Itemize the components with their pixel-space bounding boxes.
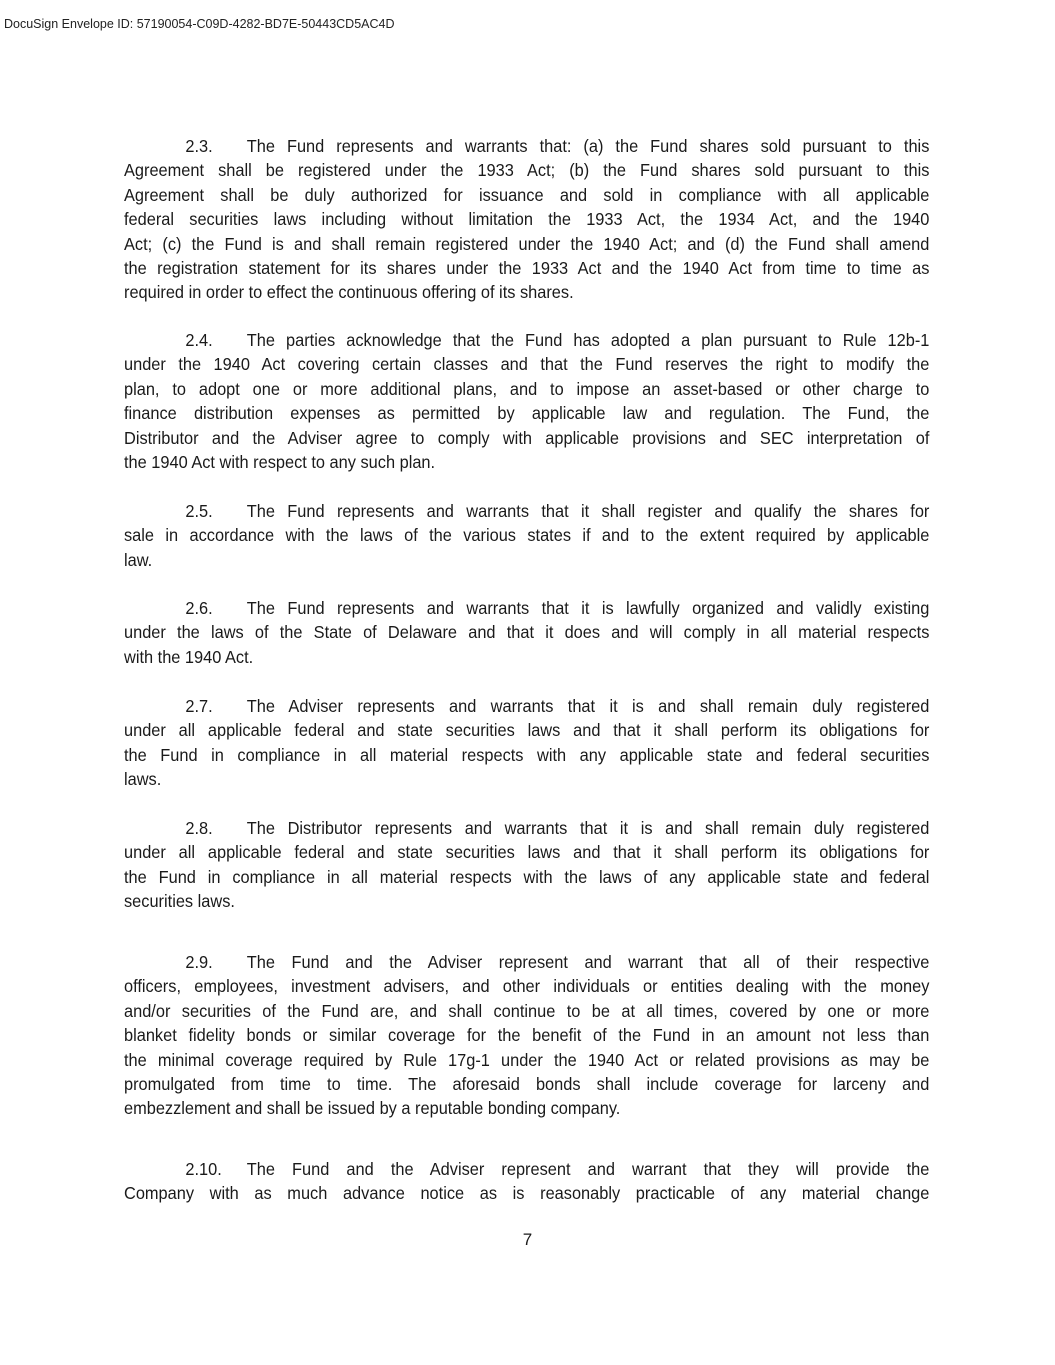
section-2-8 [124,816,929,914]
paragraph-line [124,548,929,572]
line-text: Distributor and the Adviser agree to comply with applicable provisions and SEC interpretation of [124,427,930,448]
paragraph-line [124,207,929,231]
paragraph-line [124,767,929,791]
line-text: under all applicable federal and state securities laws and that it shall perform its obligations for [124,720,930,741]
section-number: 2.4. [185,330,213,350]
paragraph-line [124,352,929,376]
paragraph-line [124,865,929,889]
paragraph-line [124,328,929,352]
section-2-9 [124,950,929,1121]
line-text: the 1940 Act with respect to any such plan. [124,451,436,472]
line-text: the Fund in compliance in all material respects with any applicable state and federal securities [124,744,930,765]
section-2-7 [124,694,929,792]
paragraph-line [124,523,929,547]
paragraph-line [124,426,929,450]
line-text: the minimal coverage required by Rule 17g-1 under the 1940 Act or related provisions as may be [124,1049,930,1070]
section-2-5 [124,499,929,572]
paragraph-line [124,450,929,474]
line-text: The Fund and the Adviser represent and warrant that all of their respective [246,952,930,972]
line-text: blanket fidelity bonds or similar coverage for the benefit of the Fund in an amount not less than [124,1025,930,1046]
docusign-envelope-id: DocuSign Envelope ID: 57190054-C09D-4282-BD7E-50443CD5AC4D [4,17,395,31]
paragraph-line [124,816,929,840]
paragraph-line [124,1096,929,1120]
section-number: 2.5. [185,501,213,521]
line-text: The Fund represents and warrants that it shall register and qualify the shares for [246,501,930,521]
section-number: 2.3. [185,136,213,156]
line-text: promulgated from time to time. The aforesaid bonds shall include coverage for larceny and [124,1073,930,1094]
line-text: required in order to effect the continuous offering of its shares. [124,282,574,303]
line-text: officers, employees, investment advisers, and other individuals or entities dealing with the money [124,976,930,997]
line-text: The Fund represents and warrants that: (a) the Fund shares sold pursuant to this [246,136,930,156]
line-text: Act; (c) the Fund is and shall remain registered under the 1940 Act; and (d) the Fund shall amend [124,233,930,254]
paragraph-line [124,1157,929,1181]
line-text: and/or securities of the Fund are, and shall continue to be at all times, covered by one or more [124,1000,930,1021]
paragraph-line [124,950,929,974]
line-text: plan, to adopt one or more additional plans, and to impose an asset-based or other charge to [124,378,930,399]
paragraph-line [124,499,929,523]
paragraph-line [124,232,929,256]
paragraph-line [124,974,929,998]
paragraph-line [124,999,929,1023]
paragraph-line [124,183,929,207]
paragraph-line [124,889,929,913]
line-text: The Fund represents and warrants that it is lawfully organized and validly existing [246,598,930,618]
section-number: 2.10. [185,1159,222,1179]
line-text: law. [124,549,153,570]
paragraph-line [124,743,929,767]
paragraph-line [124,158,929,182]
section-number: 2.8. [185,818,213,838]
paragraph-line [124,1072,929,1096]
paragraph-line [124,596,929,620]
section-2-3 [124,134,929,305]
line-text: The Adviser represents and warrants that it is and shall remain duly registered [246,696,930,716]
line-text: Company with as much advance notice as is reasonably practicable of any material change [124,1183,930,1204]
line-text: The parties acknowledge that the Fund has adopted a plan pursuant to Rule 12b-1 [246,330,930,350]
line-text: securities laws. [124,891,235,912]
line-text: under the laws of the State of Delaware and that it does and will comply in all material respects [124,622,930,643]
line-text: under all applicable federal and state securities laws and that it shall perform its obligations for [124,842,930,863]
paragraph-line [124,840,929,864]
page-number: 7 [522,1230,533,1249]
line-text: finance distribution expenses as permitted by applicable law and regulation. The Fund, the [124,403,930,424]
section-2-6 [124,596,929,669]
paragraph-line [124,694,929,718]
line-text: sale in accordance with the laws of the various states if and to the extent required by applicable [124,525,930,546]
line-text: Agreement shall be registered under the 1933 Act; (b) the Fund shares sold pursuant to this [124,160,930,181]
line-text: Agreement shall be duly authorized for issuance and sold in compliance with all applicable [124,184,930,205]
line-text: under the 1940 Act covering certain classes and that the Fund reserves the right to modify the [124,354,930,375]
paragraph-line [124,401,929,425]
section-number: 2.6. [185,598,213,618]
paragraph-line [124,134,929,158]
paragraph-line [124,1181,929,1205]
paragraph-line [124,256,929,280]
line-text: laws. [124,769,162,790]
paragraph-line [124,280,929,304]
line-text: the Fund in compliance in all material respects with the laws of any applicable state and federal [124,866,930,887]
paragraph-line [124,1048,929,1072]
line-text: with the 1940 Act. [124,646,254,667]
paragraph-line [124,1023,929,1047]
paragraph-line [124,620,929,644]
line-text: federal securities laws including without limitation the 1933 Act, the 1934 Act, and the 1940 [124,209,930,230]
section-number: 2.7. [185,696,213,716]
paragraph-line [124,718,929,742]
line-text: The Distributor represents and warrants that it is and shall remain duly registered [246,818,930,838]
section-number: 2.9. [185,952,213,972]
section-2-4 [124,328,929,474]
paragraph-line [124,377,929,401]
line-text: The Fund and the Adviser represent and warrant that they will provide the [246,1159,930,1179]
section-2-10 [124,1157,929,1206]
line-text: the registration statement for its shares under the 1933 Act and the 1940 Act from time to time as [124,257,930,278]
line-text: embezzlement and shall be issued by a reputable bonding company. [124,1098,621,1119]
paragraph-line [124,645,929,669]
